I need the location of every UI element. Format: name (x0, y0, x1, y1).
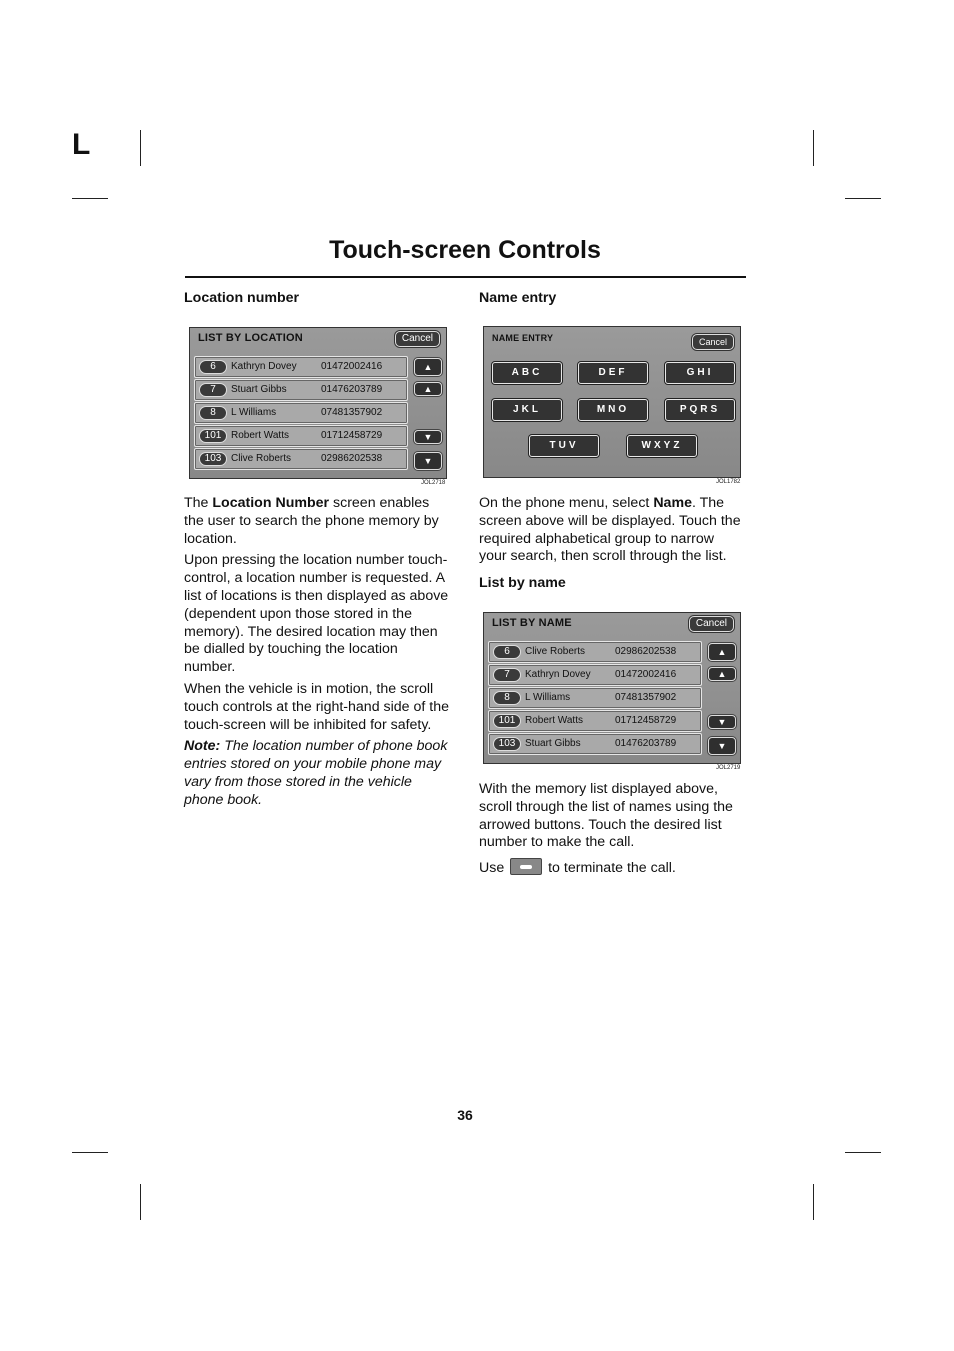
page-up-button[interactable] (708, 643, 736, 661)
end-call-icon (510, 858, 542, 875)
entry-name: Kathryn Dovey (525, 669, 591, 680)
list-row[interactable] (488, 641, 702, 663)
up-arrow-icon: ▲ (717, 669, 727, 679)
location-number: 7 (493, 668, 521, 682)
key-jkl[interactable]: JKL (492, 399, 562, 421)
key-ghi[interactable]: GHI (665, 362, 735, 384)
entry-name: L Williams (231, 407, 277, 418)
location-number: 7 (199, 383, 227, 397)
figure-id: JOL1782 (716, 479, 741, 485)
scroll-down-button[interactable] (708, 715, 736, 729)
page-up-button[interactable] (414, 358, 442, 376)
crop-mark (845, 1152, 881, 1153)
right-column (479, 290, 745, 308)
list-by-name-heading: List by name (479, 575, 566, 592)
crop-mark (140, 130, 141, 166)
down-arrow-icon: ▼ (717, 717, 727, 727)
crop-mark (140, 1184, 141, 1220)
crop-mark (845, 198, 881, 199)
double-down-arrow-icon: ▼ (423, 456, 433, 466)
screen-title: LIST BY LOCATION (198, 332, 303, 344)
entry-name: Stuart Gibbs (525, 738, 581, 749)
entry-phone: 01712458729 (321, 430, 383, 441)
screen-title: LIST BY NAME (492, 617, 572, 629)
crop-mark (72, 198, 108, 199)
list-row[interactable] (488, 687, 702, 709)
list-by-location-screen (189, 327, 447, 479)
right-body-2 (479, 781, 745, 878)
key-pqrs[interactable]: PQRS (665, 399, 735, 421)
scroll-down-button[interactable] (414, 430, 442, 444)
down-arrow-icon: ▼ (423, 432, 433, 442)
list-by-name-screen (483, 612, 741, 764)
motion-warning: When the vehicle is in motion, the scroll touch controls at the right-hand side of the touch-screen will be inhibited for safety. (184, 680, 449, 733)
left-column (184, 290, 450, 308)
location-number: 6 (199, 360, 227, 374)
location-instructions: Upon pressing the location number touch-control, a location number is requested. A list of locations is then displayed as above (dependent upon those stored in the memory). The desired location may then be dialled by touching the location number. (184, 552, 449, 676)
entry-phone: 07481357902 (321, 407, 383, 418)
crop-mark (813, 1184, 814, 1220)
entry-name: Clive Roberts (525, 646, 586, 657)
key-def[interactable]: DEF (578, 362, 648, 384)
scroll-up-button[interactable] (414, 382, 442, 396)
entry-phone: 01472002416 (321, 361, 383, 372)
list-row[interactable] (194, 425, 408, 447)
name-entry-instructions: On the phone menu, select Name. The screen above will be displayed. Touch the required alphabetical group to narrow your search, then scroll through the list. (479, 495, 741, 565)
location-number-heading: Location number (184, 290, 300, 306)
figure-id: JOL2719 (716, 765, 741, 771)
double-up-arrow-icon: ▲ (423, 362, 433, 372)
list-row[interactable] (488, 664, 702, 686)
page-down-button[interactable] (708, 737, 736, 755)
entry-phone: 01476203789 (615, 738, 677, 749)
location-number: 101 (199, 429, 227, 443)
double-up-arrow-icon: ▲ (717, 647, 727, 657)
double-down-arrow-icon: ▼ (717, 741, 727, 751)
section-letter: L (72, 128, 91, 161)
entry-name: Clive Roberts (231, 453, 292, 464)
entry-name: Robert Watts (525, 715, 583, 726)
cancel-button[interactable]: Cancel (692, 334, 734, 350)
location-number: 6 (493, 645, 521, 659)
list-row[interactable] (488, 733, 702, 755)
left-body (184, 495, 450, 810)
screen-title: NAME ENTRY (492, 333, 554, 343)
page-number: 36 (457, 1107, 473, 1123)
phonebook-note: Note: The location number of phone book entries stored on your mobile phone may vary from those stored in the vehicle phone book. (184, 738, 448, 808)
entry-name: L Williams (525, 692, 571, 703)
key-wxyz[interactable]: WXYZ (627, 435, 697, 457)
location-number: 103 (493, 737, 521, 751)
crop-mark (72, 1152, 108, 1153)
entry-phone: 01712458729 (615, 715, 677, 726)
entry-phone: 07481357902 (615, 692, 677, 703)
location-number: 103 (199, 452, 227, 466)
key-mno[interactable]: MNO (578, 399, 648, 421)
page-title: Touch-screen Controls (329, 236, 601, 264)
location-number: 8 (493, 691, 521, 705)
list-row[interactable] (194, 402, 408, 424)
scroll-up-button[interactable] (708, 667, 736, 681)
entry-phone: 01476203789 (321, 384, 383, 395)
page-down-button[interactable] (414, 452, 442, 470)
name-entry-heading: Name entry (479, 290, 557, 306)
up-arrow-icon: ▲ (423, 384, 433, 394)
key-tuv[interactable]: TUV (529, 435, 599, 457)
entry-name: Kathryn Dovey (231, 361, 297, 372)
title-rule (185, 276, 746, 278)
list-row[interactable] (194, 379, 408, 401)
name-entry-screen (483, 326, 741, 478)
list-row[interactable] (194, 356, 408, 378)
crop-mark (813, 130, 814, 166)
location-number: 8 (199, 406, 227, 420)
cancel-button[interactable]: Cancel (395, 331, 440, 347)
key-abc[interactable]: ABC (492, 362, 562, 384)
list-row[interactable] (194, 448, 408, 470)
scroll-instructions: With the memory list displayed above, scroll through the list of names using the arrowed buttons. Touch the desired list number to make the call. (479, 781, 733, 851)
location-number: 101 (493, 714, 521, 728)
terminate-call-instructions: Use to terminate the call. (479, 860, 676, 877)
location-intro: The Location Number screen enables the user to search the phone memory by location. (184, 495, 439, 547)
figure-id: JOL2718 (421, 480, 446, 486)
list-row[interactable] (488, 710, 702, 732)
entry-name: Stuart Gibbs (231, 384, 287, 395)
entry-phone: 02986202538 (615, 646, 677, 657)
entry-phone: 02986202538 (321, 453, 383, 464)
entry-phone: 01472002416 (615, 669, 677, 680)
cancel-button[interactable]: Cancel (689, 616, 734, 632)
right-body-1 (479, 495, 745, 593)
entry-name: Robert Watts (231, 430, 289, 441)
